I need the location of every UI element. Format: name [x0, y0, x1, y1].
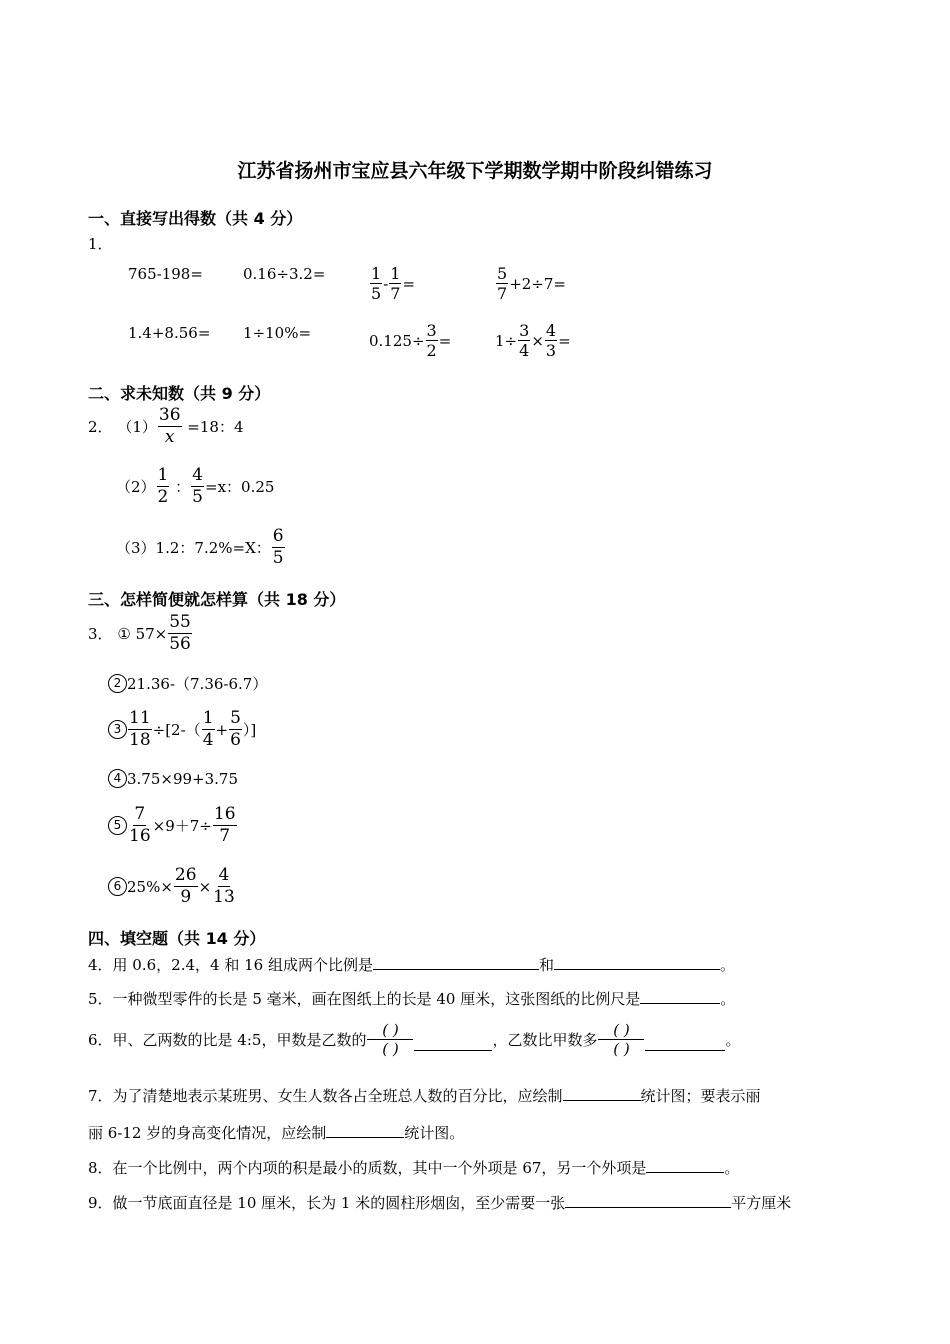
answer-blank[interactable] [563, 1086, 641, 1101]
answer-blank[interactable] [640, 989, 720, 1004]
equation-1: 2． （1） $\frac{36}{x}$ =18：4 [88, 405, 244, 447]
equation-3: （3）1.2：7.2%=X： 6 5 [116, 526, 284, 568]
simplify-item-5: 5 $\frac{7}{16}$ ×9＋7÷ $\frac{16}{7}$ [108, 804, 238, 847]
circled-number-6: 6 [108, 877, 127, 896]
circled-number-5: 5 [108, 816, 127, 835]
answer-blank[interactable] [373, 955, 539, 970]
calc-fraction-3: 0.125÷ $\frac{3}{2}$ = [369, 321, 452, 360]
question-1-number: 1． [88, 235, 113, 253]
simplify-item-4: 4 3.75×99+3.75 [108, 769, 238, 788]
question-7-line-1: 7．为了清楚地表示某班男、女生人数各占全班总人数的百分比，应绘制 统计图；要表示丽 [88, 1087, 761, 1105]
answer-blank[interactable] [554, 955, 720, 970]
simplify-item-3: 3 $\frac{11}{18}$ ÷[2-（ 1 4 + $\frac{5}{6}$ ）] [108, 708, 256, 751]
answer-blank[interactable] [646, 1158, 724, 1173]
calc-016-div-32: 0.16÷3.2= [243, 265, 326, 283]
simplify-item-2: 2 21.36-（7.36-6.7） [108, 673, 267, 694]
calc-fraction-4: 1÷ $\frac{3}{4}$ × $\frac{4}{3}$ = [495, 321, 571, 360]
answer-blank[interactable] [645, 1028, 725, 1051]
equation-2: （2） 1 2 ： $\frac{4}{5}$ =x：0.25 [116, 465, 275, 507]
calc-765-198: 765-198= [128, 265, 203, 283]
calc-fraction-1: 1 5 - $\frac{1}{7}$ = [371, 264, 416, 303]
answer-blank[interactable] [414, 1028, 492, 1051]
question-4: 4．用 0.6，2.4，4 和 16 组成两个比例是 和 。 [88, 956, 735, 974]
answer-blank[interactable] [565, 1193, 731, 1208]
circled-number-3: 3 [108, 720, 127, 739]
question-7-line-2: 丽 6-12 岁的身高变化情况，应绘制 统计图。 [88, 1124, 465, 1142]
question-6: 6．甲、乙两数的比是 4:5，甲数是乙数的 ( ) ( ) ，乙数比甲数多 ( ) ( ) 。 [88, 1021, 741, 1058]
simplify-item-6: 6 25%× $\frac{26}{9}$ × $\frac{4}{13}$ [108, 865, 237, 908]
calc-fraction-2: 5 7 +2÷7= [497, 264, 566, 303]
page-title: 江苏省扬州市宝应县六年级下学期数学期中阶段纠错练习 [237, 160, 713, 182]
question-5: 5．一种微型零件的长是 5 毫米，画在图纸上的长是 40 厘米，这张图纸的比例尺是 。 [88, 990, 736, 1008]
question-9: 9．做一节底面直径是 10 厘米，长为 1 米的圆柱形烟囱，至少需要一张 平方厘米 [88, 1194, 792, 1212]
circled-number-4: 4 [108, 769, 127, 788]
simplify-item-1: 3． ① 57× $\frac{55}{56}$ [88, 612, 191, 654]
section-2-heading: 二、求未知数（共 9 分） [88, 384, 271, 403]
section-4-heading: 四、填空题（共 14 分） [88, 929, 266, 948]
question-8: 8．在一个比例中，两个内项的积是最小的质数，其中一个外项是 67，另一个外项是 。 [88, 1159, 740, 1177]
answer-blank[interactable] [326, 1123, 404, 1138]
section-3-heading: 三、怎样简便就怎样算（共 18 分） [88, 590, 346, 609]
calc-14-plus-856: 1.4+8.56= [128, 324, 211, 342]
calc-1-div-10pct: 1÷10%= [243, 324, 312, 342]
circled-number-2: 2 [108, 674, 127, 693]
section-1-heading: 一、直接写出得数（共 4 分） [88, 209, 303, 228]
